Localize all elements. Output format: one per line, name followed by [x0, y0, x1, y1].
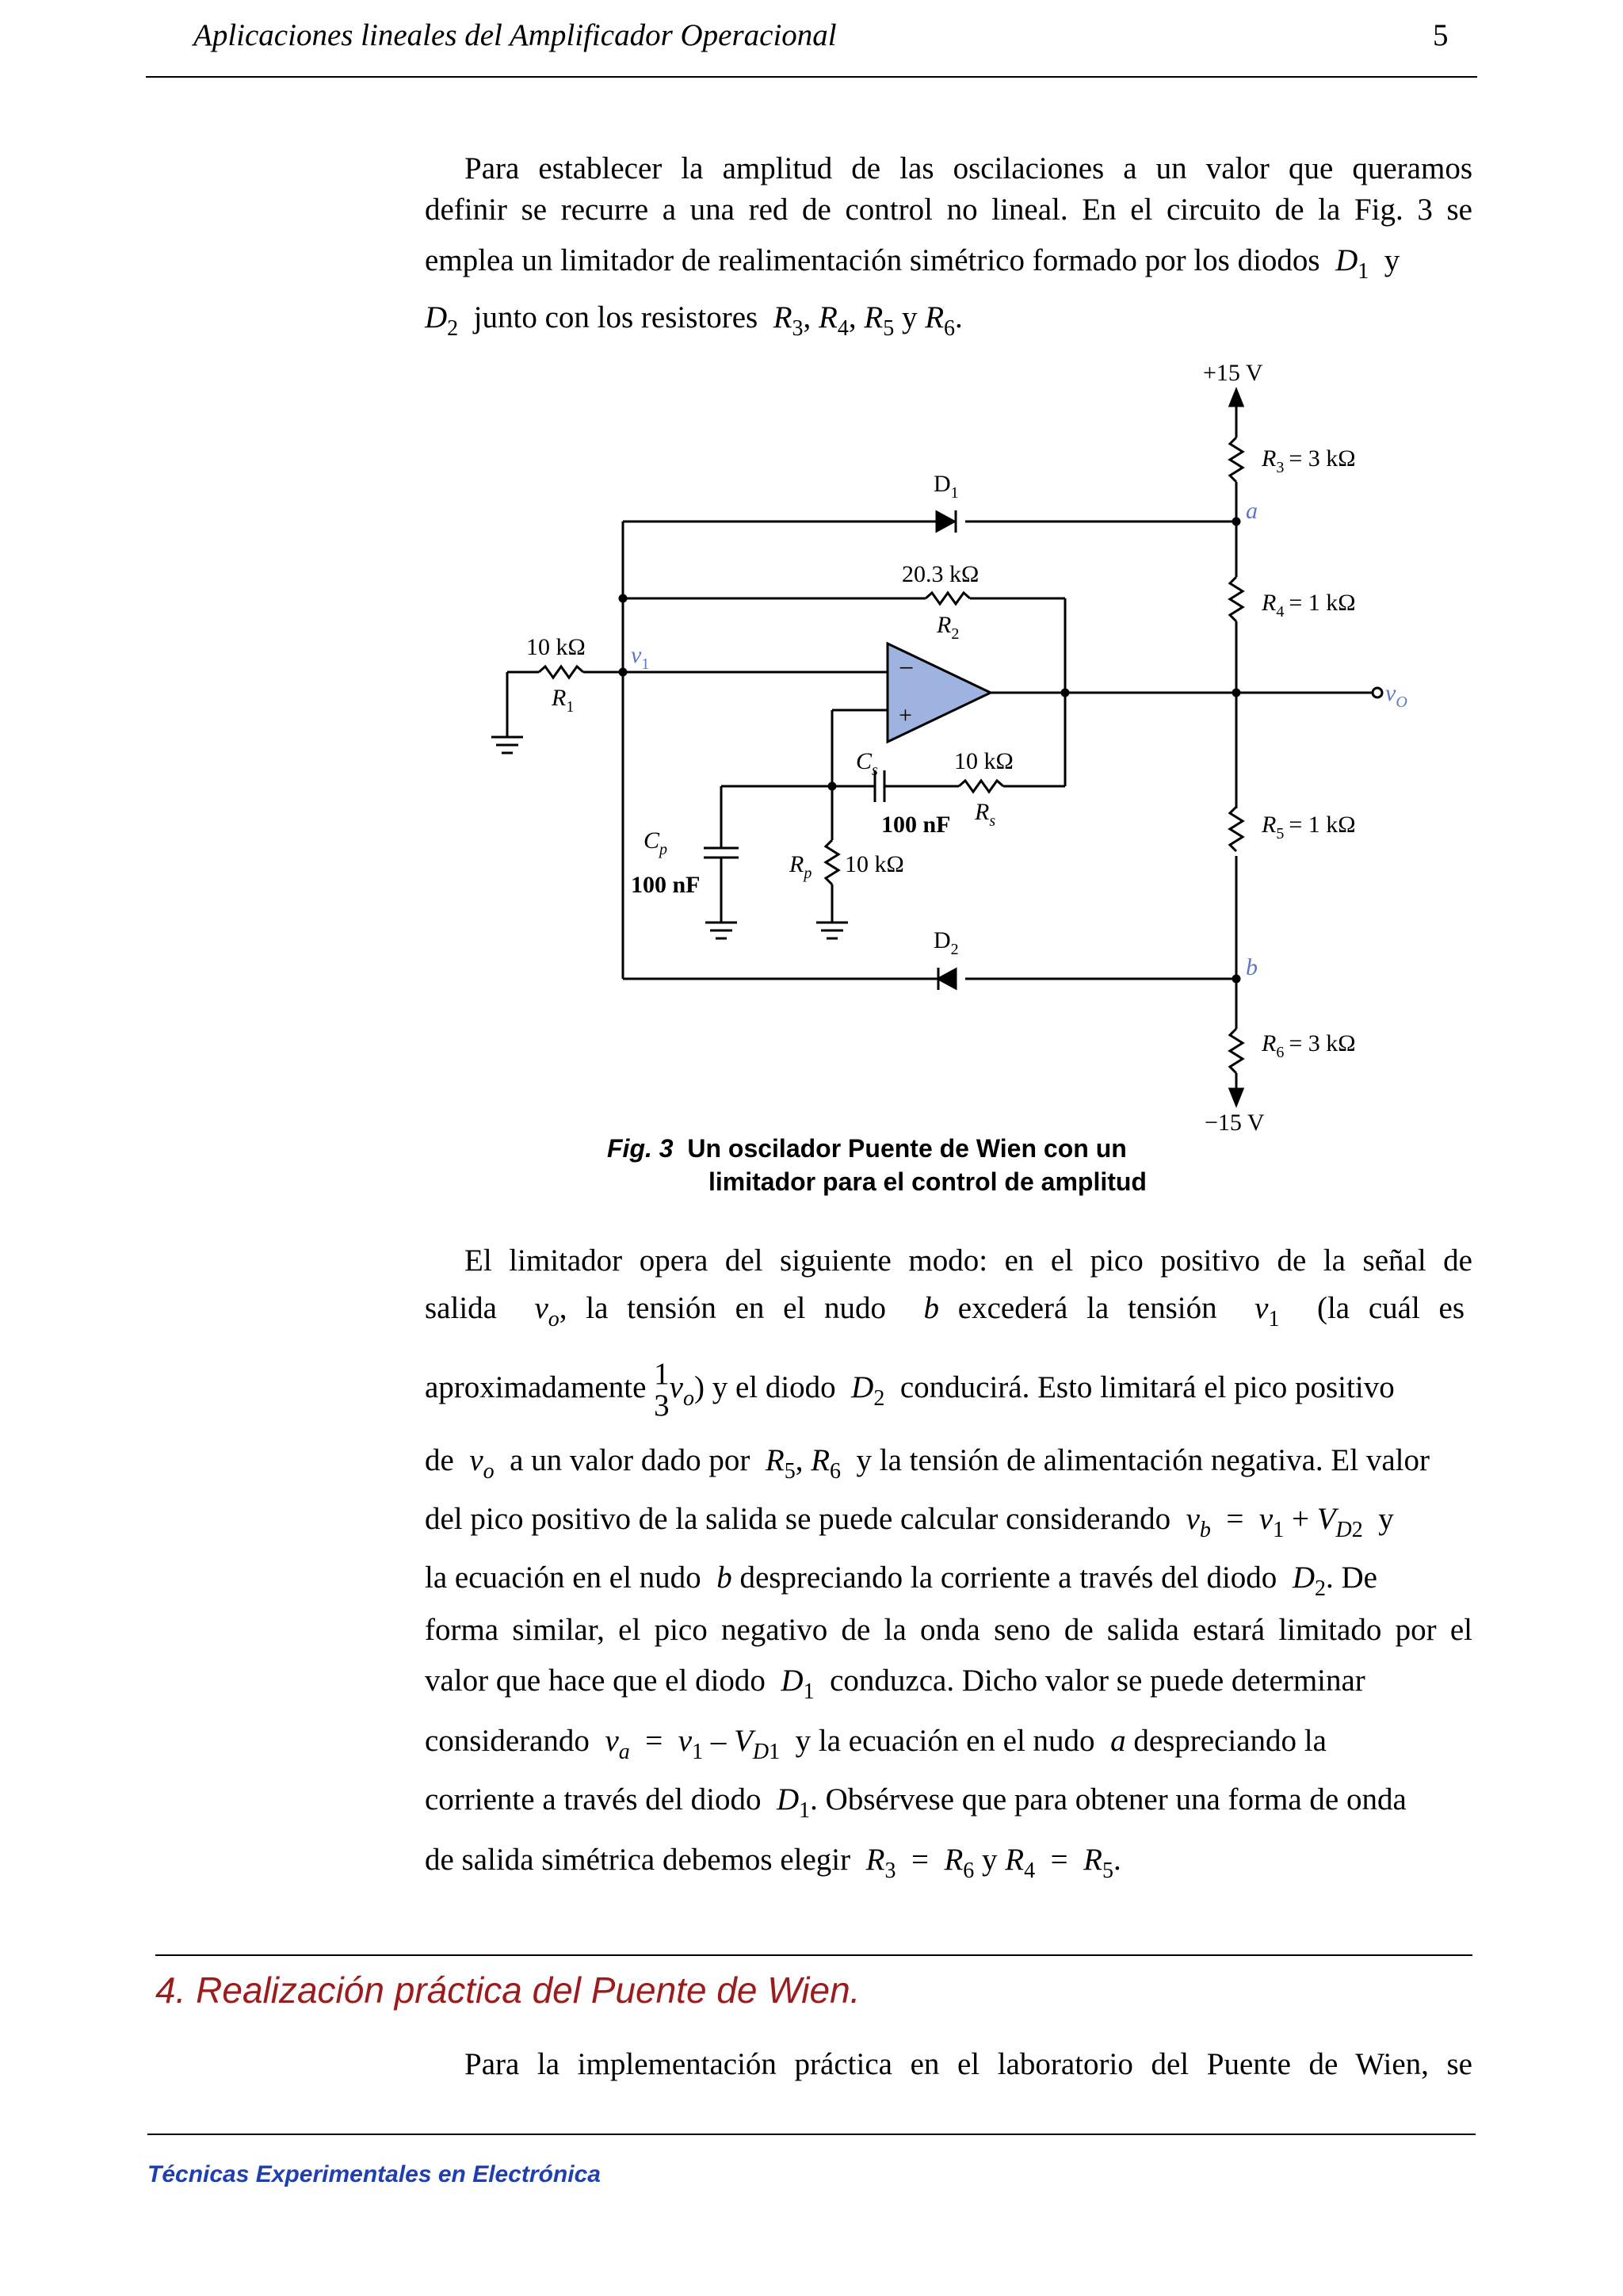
label-vminus: −15 V — [1205, 1110, 1265, 1133]
svg-text:R2: $R_2$ — [937, 612, 960, 643]
text-span: emplea un limitador de realimentación simétrico formado por los diodos — [425, 243, 1320, 277]
text-line: del pico positivo de la salida se puede calcular considerando $v_b = v_1 + V_{D2}$ y — [425, 1502, 1394, 1542]
text-span: despreciando la — [1133, 1724, 1327, 1758]
text-span: junto con los resistores — [473, 300, 758, 334]
label-rp: R — [789, 851, 804, 877]
text-span: corriente a través del diodo — [425, 1782, 762, 1817]
footer-text: Técnicas Experimentales en Electrónica — [147, 2161, 601, 2187]
text-span: salida — [425, 1291, 497, 1325]
label-node-b: b — [1246, 954, 1258, 980]
text-line: de $v_o$ a un valor dado por $R_5$, $R_6$ y la tensión de alimentación negativa. El valor — [425, 1443, 1430, 1484]
svg-text:R4= 1 kΩ: $R_4 = 1$ kΩ — [1262, 590, 1356, 621]
header-rule — [146, 76, 1477, 78]
resistor-rs — [959, 781, 1003, 792]
text-span: , la tensión en el nudo — [559, 1291, 887, 1325]
svg-text:R1: $R_1$ — [552, 685, 575, 716]
resistor-r2 — [926, 593, 970, 604]
fraction-one-third: 1 3 — [654, 1357, 670, 1423]
label-rs: R — [975, 799, 990, 825]
svg-text:D1: $D_1$ — [934, 471, 959, 502]
figure-caption-line1: Un oscilador Puente de Wien con un — [687, 1134, 1127, 1163]
svg-text:v1: $v_1$ — [631, 642, 650, 673]
svg-text:vO: $v_O$ — [1385, 680, 1407, 711]
text-line: emplea un limitador de realimentación simétrico formado por los diodos $D_1$ y — [425, 243, 1400, 284]
text-line: aproximadamente 1 3 $v_o$) y el diodo $D_2$ conducirá. Esto limitará el pico positivo — [425, 1357, 1395, 1423]
text-span: despreciando la corriente a través del diodo — [739, 1561, 1277, 1595]
svg-text:R6= 3 kΩ: $R_6 = 3$ kΩ — [1262, 1030, 1356, 1061]
text-span: y — [1378, 1502, 1394, 1536]
label-vo: v — [1385, 680, 1396, 706]
label-d1: D — [934, 471, 951, 497]
label-r6-value: = 3 kΩ — [1289, 1030, 1356, 1056]
resistor-r4 — [1230, 577, 1243, 621]
text-line: El limitador opera del siguiente modo: en el pico positivo de la señal de — [464, 1244, 1472, 1278]
text-line: corriente a través del diodo $D_1$. Obsérvese que para obtener una forma de onda — [425, 1782, 1407, 1823]
text-span: a un valor dado por — [510, 1443, 750, 1477]
label-r2-value: 20.3 kΩ — [902, 561, 980, 587]
label-rp-value: 10 kΩ — [845, 851, 904, 877]
text-span: . Obsérvese que para obtener una forma de onda — [810, 1782, 1407, 1817]
label-r1-value: 10 kΩ — [526, 634, 586, 660]
svg-text:Rs: $R_s$ — [975, 799, 996, 830]
svg-text:Rp: $R_p$ — [789, 851, 812, 882]
resistor-r3 — [1230, 437, 1243, 482]
text-span: y la ecuación en el nudo — [795, 1724, 1095, 1758]
text-line: definir se recurre a una red de control no lineal. En el circuito de la Fig. 3 se — [425, 193, 1472, 227]
resistor-rp — [826, 840, 838, 884]
resistor-r1 — [539, 667, 583, 678]
text-line: Para la implementación práctica en el laboratorio del Puente de Wien, se — [464, 2047, 1472, 2081]
text-span: conduzca. Dicho valor se puede determinar — [830, 1664, 1365, 1698]
text-span: de — [425, 1443, 454, 1477]
label-noninverting: + — [899, 702, 912, 728]
text-line: Para establecer la amplitud de las oscilaciones a un valor que queramos — [464, 151, 1472, 185]
text-span: la ecuación en el nudo — [425, 1561, 701, 1595]
text-line: $D_2$ junto con los resistores $R_3$, $R_4$, $R_5$ y $R_6$. — [425, 300, 963, 341]
label-r3-value: = 3 kΩ — [1289, 445, 1356, 472]
label-r5-value: = 1 kΩ — [1289, 812, 1356, 838]
label-cp: C — [643, 827, 660, 854]
diode-d2 — [938, 969, 956, 988]
label-rs-value: 10 kΩ — [954, 748, 1014, 774]
text-span: considerando — [425, 1724, 590, 1758]
text-span: aproximadamente — [425, 1370, 647, 1404]
text-line: considerando $v_a = v_1 - V_{D1}$ y la ecuación en el nudo a despreciando la — [425, 1724, 1327, 1764]
figure-caption — [607, 1132, 1147, 1198]
text-span: ) y el diodo — [693, 1370, 836, 1404]
section-title: 4. Realización práctica del Puente de Wien. — [155, 1969, 861, 2011]
circuit-diagram — [475, 349, 1474, 1133]
text-span: valor que hace que el diodo — [425, 1664, 766, 1698]
svg-text:Cp: $C_p$ — [643, 827, 668, 858]
label-r4-value: = 1 kΩ — [1289, 590, 1356, 616]
header-title: Aplicaciones lineales del Amplificador Operacional — [193, 18, 837, 52]
text-span: excederá la tensión — [957, 1291, 1217, 1325]
label-vplus: +15 V — [1203, 360, 1263, 386]
label-r2: R — [937, 612, 952, 638]
figure-caption-label: Fig. 3 — [607, 1134, 674, 1163]
page-number: 5 — [1433, 18, 1449, 52]
label-cs-value: 100 nF — [881, 812, 951, 838]
text-span: (la cuál es — [1316, 1291, 1465, 1325]
text-line: salida $v_o$, la tensión en el nudo b excederá la tensión $v_1$ (la cuál es — [425, 1291, 1465, 1331]
label-v1: v — [631, 642, 642, 668]
label-inverting: − — [899, 654, 915, 683]
footer-rule — [147, 2134, 1476, 2135]
text-span: . De — [1325, 1561, 1377, 1595]
label-node-a: a — [1246, 498, 1258, 524]
text-line: valor que hace que el diodo $D_1$ conduzca. Dicho valor se puede determinar — [425, 1664, 1365, 1704]
diode-d1 — [937, 512, 954, 531]
text-span: y la tensión de alimentación negativa. El valor — [856, 1443, 1430, 1477]
text-line: de salida simétrica debemos elegir $R_3 = R_6$ y $R_4 = R_5$. — [425, 1843, 1121, 1883]
svg-text:Cs: $C_s$ — [856, 748, 878, 779]
text-span: conducirá. Esto limitará el pico positivo — [899, 1370, 1395, 1404]
svg-text:R3= 3 kΩ: $R_3 = 3$ kΩ — [1262, 445, 1356, 476]
label-cs: C — [856, 748, 873, 774]
label-cp-value: 100 nF — [631, 872, 701, 898]
text-span: del pico positivo de la salida se puede calcular considerando — [425, 1502, 1171, 1536]
svg-text:R5= 1 kΩ: $R_5 = 1$ kΩ — [1262, 812, 1356, 842]
text-line: forma similar, el pico negativo de la onda seno de salida estará limitado por el — [425, 1613, 1472, 1647]
section-rule — [155, 1954, 1472, 1956]
text-line: la ecuación en el nudo b despreciando la corriente a través del diodo $D_2$. De — [425, 1561, 1377, 1601]
svg-text:D2: $D_2$ — [934, 927, 959, 958]
figure-caption-line2: limitador para el control de amplitud — [708, 1167, 1147, 1196]
text-span: de salida simétrica debemos elegir — [425, 1843, 851, 1877]
label-r1: R — [552, 685, 567, 711]
label-d2: D — [934, 927, 951, 953]
